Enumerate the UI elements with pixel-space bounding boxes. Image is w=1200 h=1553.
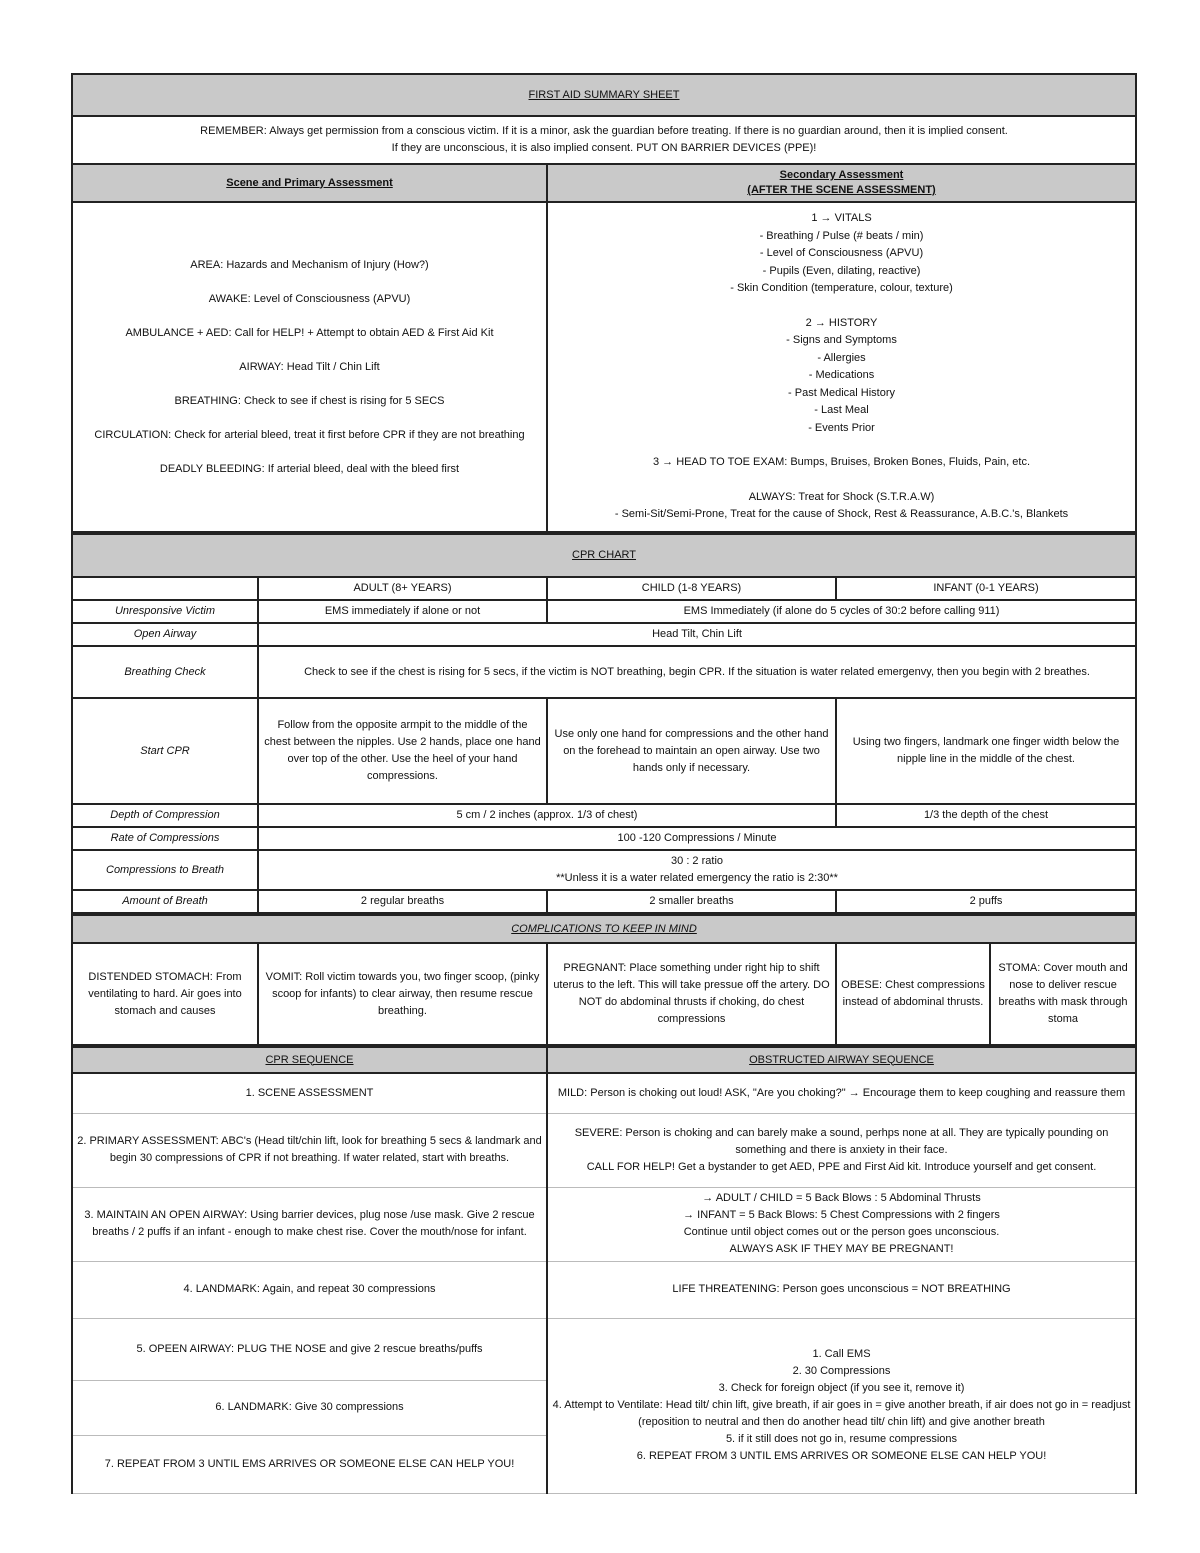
cell: 100 -120 Compressions / Minute — [258, 827, 1136, 850]
row-label: Rate of Compressions — [72, 827, 258, 850]
row-label: Open Airway — [72, 623, 258, 646]
col-infant: INFANT (0-1 YEARS) — [836, 577, 1136, 600]
airway-unconscious-steps: 1. Call EMS 2. 30 Compressions 3. Check for foreign object (if you see it, remove it) 4. Attempt to Ventilate: Head tilt/ chin lift, give breath, if air goes in = give another breath, if air does not go in = readjust (reposition to neutral and then do another head tilt/ chin lift) and give another breath 5. if it still does not go in, resume compressions 6. REPEAT FROM 3 UNTIL EMS ARRIVES OR SOMEONE ELSE CAN HELP YOU! — [547, 1318, 1136, 1493]
cell: 2 regular breaths — [258, 890, 547, 913]
primary-assessment-header: Scene and Primary Assessment — [72, 164, 547, 202]
complication-item: PREGNANT: Place something under right hip to shift uterus to the left. This will take pressue off the artery. DO NOT do abdominal thrusts if choking, do chest compressions — [547, 943, 836, 1045]
row-label: Start CPR — [72, 698, 258, 804]
complications-header: COMPLICATIONS TO KEEP IN MIND — [72, 915, 1136, 943]
cell: Using two fingers, landmark one finger width below the nipple line in the middle of the chest. — [836, 698, 1136, 804]
airway-mild: MILD: Person is choking out loud! ASK, "Are you choking?" → Encourage them to keep coughing and reassure them — [547, 1073, 1136, 1113]
row-label: Compressions to Breath — [72, 850, 258, 890]
cpr-step: 2. PRIMARY ASSESSMENT: ABC's (Head tilt/chin lift, look for breathing 5 secs & landmark and begin 30 compressions of CPR if not breathing. If water related, start with breaths. — [72, 1113, 547, 1187]
sequence-table — [71, 1046, 1137, 1494]
airway-thrusts: → ADULT / CHILD = 5 Back Blows : 5 Abdominal Thrusts → INFANT = 5 Back Blows: 5 Chest Compressions with 2 fingers Continue until object comes out or the person goes unconscious. ALWAYS ASK IF THEY MAY BE PREGNANT! — [547, 1187, 1136, 1261]
cell: EMS immediately if alone or not — [258, 600, 547, 623]
cell: 5 cm / 2 inches (approx. 1/3 of chest) — [258, 804, 836, 827]
col-adult: ADULT (8+ YEARS) — [258, 577, 547, 600]
airway-severe: SEVERE: Person is choking and can barely make a sound, perhps none at all. They are typically pounding on something and there is anxiety in their face. CALL FOR HELP! Get a bystander to get AED, PPE and First Aid kit. Introduce yourself and get consent. — [547, 1113, 1136, 1187]
row-label: Depth of Compression — [72, 804, 258, 827]
cell: Follow from the opposite armpit to the middle of the chest between the nipples. Use 2 hands, place one hand over top of the other. Use the heel of your hand compressions. — [258, 698, 547, 804]
complication-item: STOMA: Cover mouth and nose to deliver rescue breaths with mask through stoma — [990, 943, 1136, 1045]
cpr-corner — [72, 577, 258, 600]
cpr-step: 3. MAINTAIN AN OPEN AIRWAY: Using barrier devices, plug nose /use mask. Give 2 rescue breaths / 2 puffs if an infant - enough to make chest rise. Cover the mouth/nose for infant. — [72, 1187, 547, 1261]
airway-life-threatening: LIFE THREATENING: Person goes unconscious = NOT BREATHING — [547, 1261, 1136, 1318]
remember-note: REMEMBER: Always get permission from a conscious victim. If it is a minor, ask the guardian before treating. If there is no guardian around, then it is implied consent. If they are unconscious, it is also implied consent. PUT ON BARRIER DEVICES (PPE)! — [72, 116, 1136, 164]
row-label: Unresponsive Victim — [72, 600, 258, 623]
first-aid-sheet — [71, 73, 1135, 1494]
cell: 2 smaller breaths — [547, 890, 836, 913]
cpr-chart — [71, 533, 1137, 914]
cell: 30 : 2 ratio **Unless it is a water related emergency the ratio is 2:30** — [258, 850, 1136, 890]
complication-item: OBESE: Chest compressions instead of abdominal thrusts. — [836, 943, 990, 1045]
cell: 2 puffs — [836, 890, 1136, 913]
secondary-assessment-list: 1 → VITALS - Breathing / Pulse (# beats / min) - Level of Consciousness (APVU) - Pupils (Even, dilating, reactive) - Skin Condition (temperature, colour, texture) 2 → HISTORY - Signs and Symptoms - Allergies - Medications - Past Medical History - Last Meal - Events Prior 3 → HEAD TO TOE EXAM: Bumps, Bruises, Broken Bones, Fluids, Pain, etc. ALWAYS: Treat for Shock (S.T.R.A.W) - Semi-Sit/Semi-Prone, Treat for the cause of Shock, Rest & Reassurance, A.B.C.'s, Blankets — [547, 202, 1136, 532]
complication-item: VOMIT: Roll victim towards you, two finger scoop, (pinky scoop for infants) to clear airway, then resume rescue breathing. — [258, 943, 547, 1045]
complication-item: DISTENDED STOMACH: From ventilating to hard. Air goes into stomach and causes — [72, 943, 258, 1045]
col-child: CHILD (1-8 YEARS) — [547, 577, 836, 600]
cpr-step: 7. REPEAT FROM 3 UNTIL EMS ARRIVES OR SOMEONE ELSE CAN HELP YOU! — [72, 1435, 547, 1493]
sheet-title: FIRST AID SUMMARY SHEET — [72, 74, 1136, 116]
primary-assessment-list: AREA: Hazards and Mechanism of Injury (How?) AWAKE: Level of Consciousness (APVU) AMBULANCE + AED: Call for HELP! + Attempt to obtain AED & First Aid Kit AIRWAY: Head Tilt / Chin Lift BREATHING: Check to see if chest is rising for 5 SECS CIRCULATION: Check for arterial bleed, treat it first before CPR if they are not breathing DEADLY BLEEDING: If arterial bleed, deal with the bleed first — [72, 202, 547, 532]
cell: Use only one hand for compressions and the other hand on the forehead to maintain an open airway. Use two hands only if necessary. — [547, 698, 836, 804]
cell: 1/3 the depth of the chest — [836, 804, 1136, 827]
cpr-step: 4. LANDMARK: Again, and repeat 30 compressions — [72, 1261, 547, 1318]
cpr-step: 6. LANDMARK: Give 30 compressions — [72, 1380, 547, 1435]
secondary-assessment-header: Secondary Assessment (AFTER THE SCENE ASSESSMENT) — [547, 164, 1136, 202]
row-label: Amount of Breath — [72, 890, 258, 913]
cpr-step: 5. OPEEN AIRWAY: PLUG THE NOSE and give 2 rescue breaths/puffs — [72, 1318, 547, 1380]
row-label: Breathing Check — [72, 646, 258, 698]
cpr-sequence-header: CPR SEQUENCE — [72, 1047, 547, 1073]
cpr-step: 1. SCENE ASSESSMENT — [72, 1073, 547, 1113]
complications-table — [71, 914, 1137, 1046]
obstructed-airway-header: OBSTRUCTED AIRWAY SEQUENCE — [547, 1047, 1136, 1073]
cell: EMS Immediately (if alone do 5 cycles of 30:2 before calling 911) — [547, 600, 1136, 623]
assessment-table — [71, 73, 1137, 533]
cpr-chart-header: CPR CHART — [72, 534, 1136, 577]
cell: Head Tilt, Chin Lift — [258, 623, 1136, 646]
cell: Check to see if the chest is rising for 5 secs, if the victim is NOT breathing, begin CPR. If the situation is water related emergenvy, then you begin with 2 breathes. — [258, 646, 1136, 698]
